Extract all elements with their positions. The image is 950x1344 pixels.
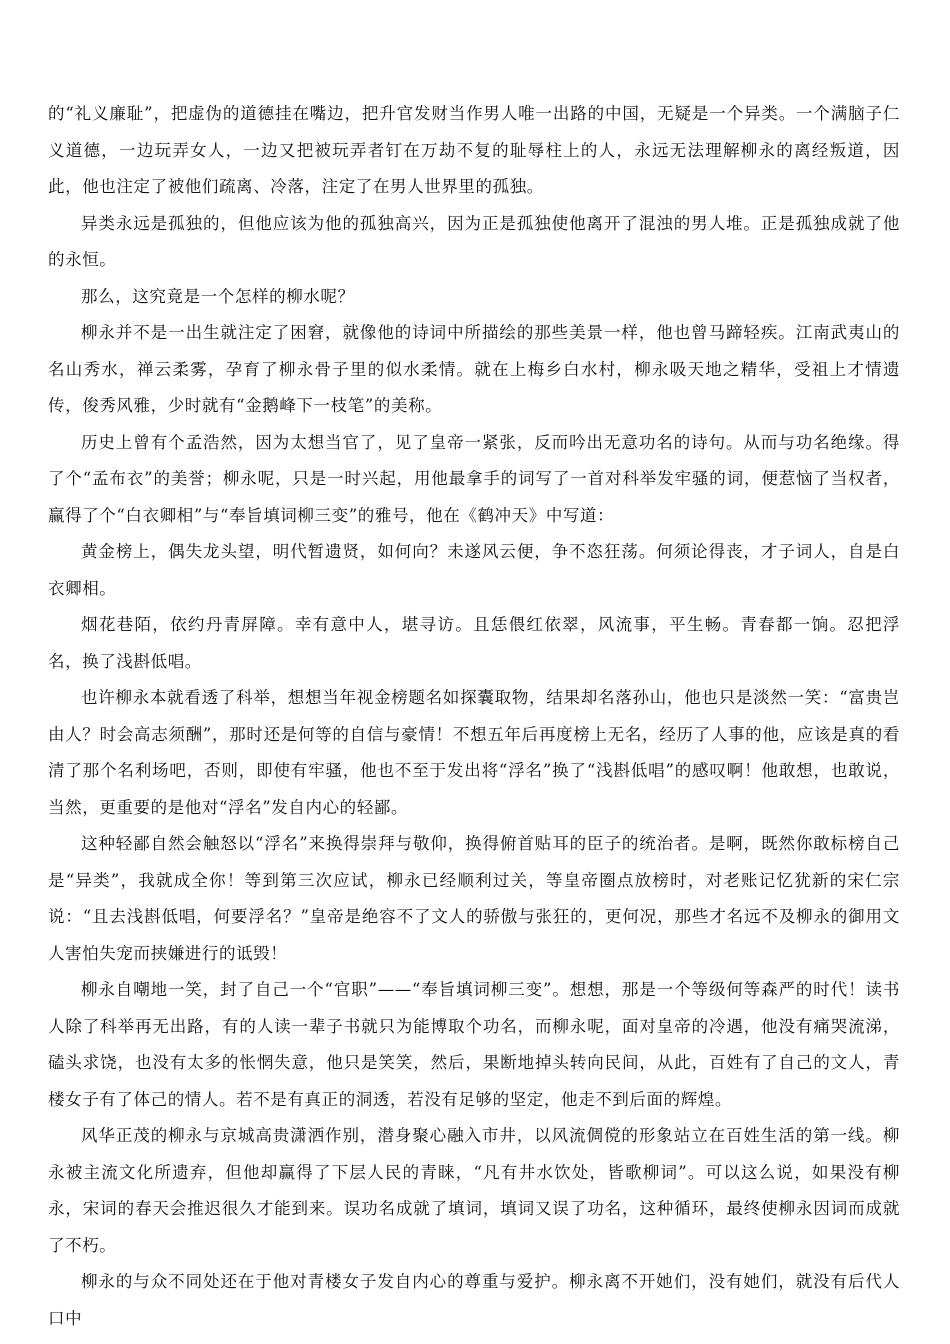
document-body	[48, 96, 900, 1337]
paragraph-10: 柳永自嘲地一笑，封了自己一个“官职”——“奉旨填词柳三变”。想想，那是一个等级何等森严的时代！读书人除了科举再无出路，有的人读一辈子书就只为能博取个功名，而柳永呢，面对皇帝的冷遇，他没有痛哭流涕，磕头求饶，也没有太多的怅惘失意，他只是笑笑，然后，果断地掉头转向民间，从此，百姓有了自己的文人，青楼女子有了体己的情人。若不是有真正的洞透，若没有足够的坚定，他走不到后面的辉煌。	[48, 980, 900, 1109]
paragraph-9: 这种轻鄙自然会触怒以“浮名”来换得崇拜与敬仰，换得俯首贴耳的臣子的统治者。是啊，既然你敢标榜自己是“异类”，我就成全你！等到第三次应试，柳永已经顺利过关，等皇帝圈点放榜时，对老账记忆犹新的宋仁宗说：“且去浅斟低唱，何要浮名？”皇帝是绝容不了文人的骄傲与张狂的，更何况，那些才名远不及柳永的御用文人害怕失宠而挟嫌进行的诋毁！	[48, 834, 900, 963]
paragraph-5: 历史上曾有个孟浩然，因为太想当官了，见了皇帝一紧张，反而吟出无意功名的诗句。从而与功名绝缘。得了个“孟布衣”的美誉；柳永呢，只是一时兴起，用他最拿手的词写了一首对科举发牢骚的词，便惹恼了当权者，赢得了个“白衣卿相”与“奉旨填词柳三变”的雅号，他在《鹤冲天》中写道：	[48, 432, 900, 525]
quoted-poem-stanza-1: 黄金榜上，偶失龙头望，明代暂遗贤，如何向？未遂风云便，争不恣狂荡。何须论得丧，才子词人，自是白衣卿相。	[48, 542, 900, 598]
paragraph-3: 那么，这究竟是一个怎样的柳水呢？	[81, 286, 355, 306]
paragraph-12: 柳永的与众不同处还在于他对青楼女子发自内心的尊重与爱护。柳永离不开她们，没有她们，就没有后代人口中	[48, 1272, 900, 1328]
paragraph-4: 柳永并不是一出生就注定了困窘，就像他的诗词中所描绘的那些美景一样，他也曾马蹄轻疾。江南武夷山的名山秀水，禅云柔雾，孕育了柳永骨子里的似水柔情。就在上梅乡白水村，柳永吸天地之精华，受祖上才情遗传，俊秀风雅，少时就有“金鹅峰下一枝笔”的美称。	[48, 323, 900, 415]
quoted-poem-stanza-2: 烟花巷陌，依约丹青屏障。幸有意中人，堪寻访。且恁偎红依翠，风流事，平生畅。青春都一饷。忍把浮名，换了浅斟低唱。	[48, 615, 900, 671]
paragraph-2: 异类永远是孤独的，但他应该为他的孤独高兴，因为正是孤独使他离开了混浊的男人堆。正是孤独成就了他的永恒。	[48, 213, 900, 269]
paragraph-11: 风华正茂的柳永与京城高贵潇洒作别，潜身聚心融入市井，以风流倜傥的形象站立在百姓生活的第一线。柳永被主流文化所遗弃，但他却赢得了下层人民的青睐，“凡有井水饮处，皆歌柳词”。可以这么说，如果没有柳永，宋词的春天会推迟很久才能到来。误功名成就了填词，填词又误了功名，这种循环，最终使柳永因词而成就了不朽。	[48, 1126, 900, 1255]
paragraph-1: 的“礼义廉耻”，把虚伪的道德挂在嘴边，把升官发财当作男人唯一出路的中国，无疑是一个异类。一个满脑子仁义道德，一边玩弄女人，一边又把被玩弄者钉在万劫不复的耻辱柱上的人，永远无法理解柳永的离经叛道，因此，他也注定了被他们疏离、冷落，注定了在男人世界里的孤独。	[48, 104, 900, 196]
paragraph-8: 也许柳永本就看透了科举，想想当年视金榜题名如探囊取物，结果却名落孙山，他也只是淡然一笑：“富贵岂由人？时会高志须酬”，那时还是何等的自信与豪情！不想五年后再度榜上无名，经历了人事的他，应该是真的看清了那个名利场吧，否则，即使有牢骚，他也不至于发出将“浮名”换了“浅斟低唱”的感叹啊！他敢想，也敢说，当然，更重要的是他对“浮名”发自内心的轻鄙。	[48, 688, 900, 817]
